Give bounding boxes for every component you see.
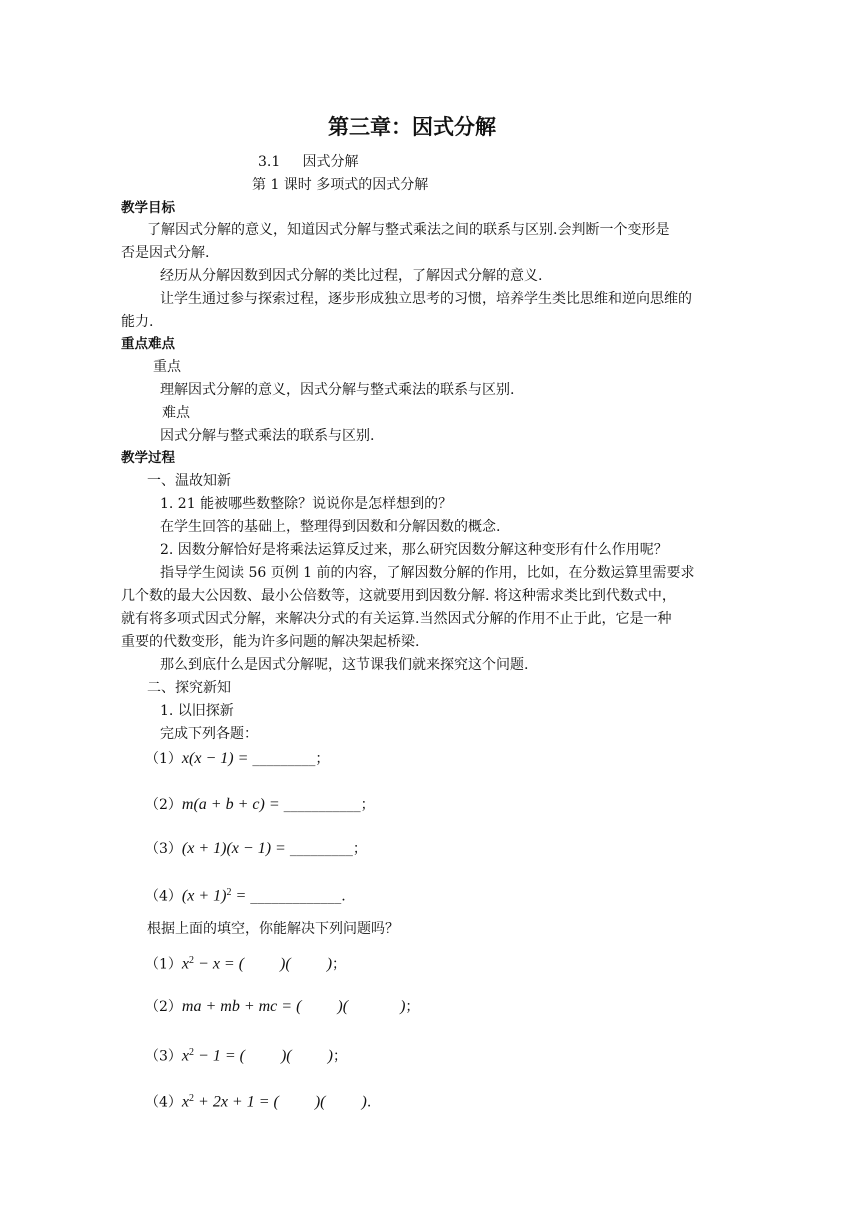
objective-paragraph: 否是因式分解. (121, 245, 210, 261)
guide-paragraph: 指导学生阅读 56 页例 1 前的内容，了解因数分解的作用，比如，在分数运算里需要求 (160, 565, 695, 581)
objectives-heading: 教学目标 (121, 200, 175, 216)
keypoints-heading: 重点难点 (121, 336, 175, 352)
exercise-line: （2）m(a + b + c) = ___________； (145, 796, 375, 813)
key-label: 重点 (153, 359, 181, 375)
task-instruction: 完成下列各题： (160, 726, 258, 742)
problem-line: $(4)x^2 + 2x + 1$ = ( )( ). (145, 1093, 372, 1111)
difficulty-label: 难点 (162, 405, 190, 421)
objective-paragraph: 经历从分解因数到因式分解的类比过程，了解因式分解的意义. (160, 268, 543, 284)
guide-paragraph: 重要的代数变形，能为许多问题的解决架起桥梁. (121, 634, 420, 650)
guide-paragraph: 几个数的最大公因数、最小公倍数等，这就要用到因数分解. 将这种需求类比到代数式中， (121, 588, 676, 604)
objective-paragraph: 能力. (121, 314, 154, 330)
section-heading: 3.1 因式分解 (258, 154, 359, 170)
exercise-line: （3）(x + 1)(x − 1) = _________； (145, 840, 367, 857)
problem-line: $(3)x^2 - 1$ = ( )( )； (145, 1047, 347, 1065)
exercise-line: （1）x(x − 1) = _________； (145, 750, 330, 767)
guide-paragraph: 就有将多项式因式分解，来解决分式的有关运算.当然因式分解的作用不止于此，它是一种 (121, 611, 672, 627)
difficulty-text: 因式分解与整式乘法的联系与区别. (160, 428, 375, 444)
objective-paragraph: 了解因式分解的意义，知道因式分解与整式乘法之间的联系与区别.会判断一个变形是 (147, 222, 670, 238)
subsection-heading: 1. 以旧探新 (160, 703, 234, 719)
process-heading: 教学过程 (121, 450, 175, 466)
part-heading: 一、温故知新 (147, 473, 231, 489)
part-heading: 二、探究新知 (147, 680, 231, 696)
exercise-line: $(4)(x + 1)^2$ = _____________. (145, 887, 346, 905)
question-note: 在学生回答的基础上，整理得到因数和分解因数的概念. (160, 519, 501, 535)
problem-line: $(1)x^2 - x$ = ( )( )； (145, 955, 347, 973)
prompt-text: 根据上面的填空，你能解决下列问题吗？ (147, 921, 399, 937)
question: 2. 因数分解恰好是将乘法运算反过来，那么研究因数分解这种变形有什么作用呢？ (160, 542, 668, 558)
intro-paragraph: 那么到底什么是因式分解呢，这节课我们就来探究这个问题. (160, 657, 529, 673)
page-title: 第三章：因式分解 (328, 115, 496, 139)
key-text: 理解因式分解的意义，因式分解与整式乘法的联系与区别. (160, 382, 515, 398)
lesson-heading: 第 1 课时 多项式的因式分解 (252, 177, 429, 193)
objective-paragraph: 让学生通过参与探索过程，逐步形成独立思考的习惯，培养学生类比思维和逆向思维的 (160, 291, 692, 307)
problem-line: （2）ma + mb + mc = ( )( )； (145, 998, 420, 1015)
question: 1. 21 能被哪些数整除？说说你是怎样想到的？ (160, 496, 453, 512)
